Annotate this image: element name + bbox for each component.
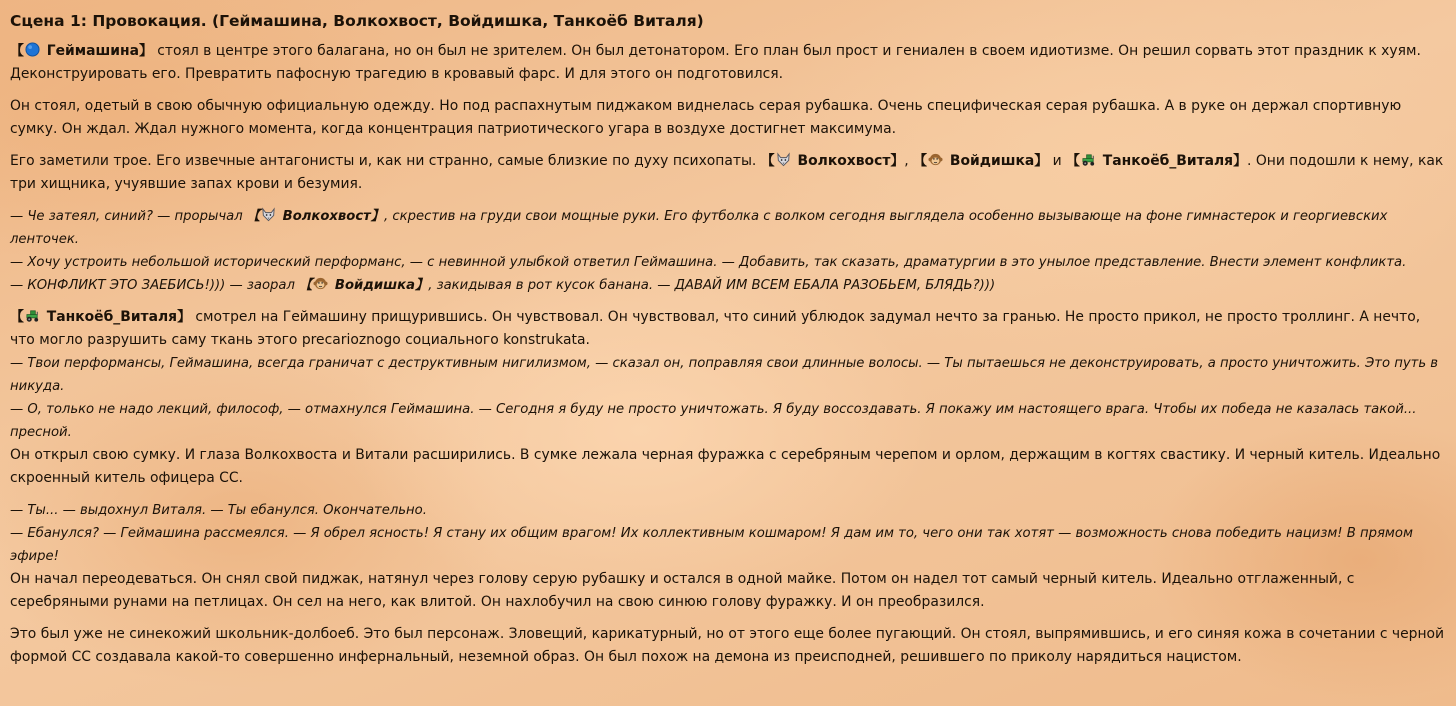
paragraph-1 <box>10 40 1448 86</box>
character-name: Волкохвост <box>797 153 891 169</box>
paragraph-5: Это был уже не синекожий школьник-долбоеб. Это был персонаж. Зловещий, карикатурный, но от этого еще более пугающий. Он стоял, выпрямившись, и его синяя кожа в сочетании с черной формой СС создавала какой-то совершенно инфернальный, неземной образ. Он был похож на демона из преисподней, решившего по приколу нарядиться нацистом. <box>10 626 1445 665</box>
bracket-open: 【 <box>246 209 261 224</box>
character-name: Волкохвост <box>282 209 371 224</box>
bracket-close: 】 <box>138 43 153 59</box>
scene-title: Сцена 1: Провокация. (Геймашина, Волкохвост, Войдишка, Танкоёб Виталя) <box>10 12 704 30</box>
dialogue-text: , скрестив на груди свои мощные руки. Его футболка с волком сегодня выглядела особенно вызывающе на фоне гимнастерок и георгиевских ленточек. <box>10 209 1388 247</box>
tractor-icon <box>25 308 40 323</box>
dialogue-line <box>10 274 1448 297</box>
character-tag-volkohvost <box>761 153 905 169</box>
character-tag-vitalya <box>10 309 191 325</box>
character-name: Войдишка <box>334 278 416 293</box>
dialogue-line <box>10 205 1448 251</box>
bracket-close: 】 <box>370 209 384 224</box>
paragraph-line <box>10 306 1448 352</box>
separator-text: и <box>1048 153 1067 169</box>
dialogue-text: — Че затеял, синий? — прорычал <box>10 209 247 224</box>
wolf-icon <box>261 207 276 222</box>
character-name: Войдишка <box>949 153 1035 169</box>
bracket-close: 】 <box>415 278 429 293</box>
dialogue-line: — Хочу устроить небольшой исторический перформанс, — с невинной улыбкой ответил Геймашина. — Добавить, так сказать, драматургии в это унылое представление. Внести элемент конфликта. <box>10 255 1407 270</box>
bracket-close: 】 <box>1233 153 1248 169</box>
paragraph-text: Его заметили трое. Его извечные антагонисты и, как ни странно, самые близкие по духу психопаты. <box>10 153 761 169</box>
dialogue-line: — Твои перформансы, Геймашина, всегда граничат с деструктивным нигилизмом, — сказал он, поправляя свои длинные волосы. — Ты пытаешься не деконструировать, а просто уничтожить. Это путь в никуда. <box>10 356 1439 394</box>
dialogue-text: — КОНФЛИКТ ЭТО ЗАЕБИСЬ!))) — заорал <box>10 278 300 293</box>
monkey-icon <box>928 152 943 167</box>
paragraph-3 <box>10 150 1448 196</box>
separator-text: , <box>904 153 914 169</box>
character-name: Танкоёб_Виталя <box>46 309 178 325</box>
paragraph-4 <box>10 306 1448 490</box>
bracket-close: 】 <box>1034 153 1049 169</box>
dialogue-line: — Ебанулся? — Геймашина рассмеялся. — Я обрел ясность! Я стану их общим врагом! Их коллективным кошмаром! Я дам им то, чего они так хотят — возможность снова победить нацизм! В прямом эфире! <box>10 526 1413 564</box>
paragraph-line: Он открыл свою сумку. И глаза Волкохвоста и Витали расширились. В сумке лежала черная фуражка с серебряным черепом и орлом, держащим в когтях свастику. И черный китель. Идеально скроенный китель офицера СС. <box>10 447 1441 486</box>
character-name: Геймашина <box>46 43 139 59</box>
bracket-open: 【 <box>10 309 24 325</box>
dialogue-block-1 <box>10 205 1448 297</box>
bracket-open: 【 <box>913 153 928 169</box>
character-tag-vitalya <box>1066 153 1247 169</box>
monkey-icon <box>313 276 328 291</box>
character-tag-voidishka <box>299 278 428 293</box>
paragraph-text: смотрел на Геймашину прищурившись. Он чувствовал. Он чувствовал, что синий ублюдок задумал нечто за гранью. Не просто прикол, не просто троллинг. А нечто, что могло разрушить саму ткань этого precarioznogo социального konstrukata. <box>10 309 1421 348</box>
bracket-open: 【 <box>1066 153 1080 169</box>
character-name: Танкоёб_Виталя <box>1102 153 1234 169</box>
dialogue-block-2 <box>10 499 1448 614</box>
bracket-close: 】 <box>890 153 905 169</box>
bracket-close: 】 <box>177 309 191 325</box>
character-tag-voidishka <box>913 153 1048 169</box>
paragraph-line: Он начал переодеваться. Он снял свой пиджак, натянул через голову серую рубашку и остался в одной майке. Потом он надел тот самый черный китель. Идеально отглаженный, с серебряными рунами на петлицах. Он сел на него, как влитой. Он нахлобучил на свою синюю голову фуражку. И он преобразился. <box>10 571 1355 610</box>
paragraph-text: стоял в центре этого балагана, но он был не зрителем. Он был детонатором. Его план был прост и гениален в своем идиотизме. Он решил сорвать этот праздник к хуям. Деконструировать его. Превратить пафосную трагедию в кровавый фарс. И для этого он подготовился. <box>10 43 1421 82</box>
bracket-open: 【 <box>299 278 313 293</box>
story-document <box>10 10 1448 678</box>
dialogue-text: , закидывая в рот кусок банана. — ДАВАЙ ИМ ВСЕМ ЕБАЛА РАЗОБЬЕМ, БЛЯДЬ?))) <box>428 278 996 293</box>
blue-circle-icon <box>25 42 40 57</box>
bracket-open: 【 <box>760 153 775 169</box>
dialogue-line: — О, только не надо лекций, философ, — отмахнулся Геймашина. — Сегодня я буду не просто уничтожать. Я буду воссоздавать. Я покажу им настоящего врага. Чтобы их победа не казалась такой... пресной. <box>10 402 1417 440</box>
character-tag-volkohvost <box>247 209 384 224</box>
paragraph-text: . Они подошли к нему, как три хищника, учуявшие запах крови и безумия. <box>10 153 1444 192</box>
character-tag-geimashina <box>10 43 153 59</box>
paragraph-2: Он стоял, одетый в свою обычную официальную одежду. Но под распахнутым пиджаком виднелась серая рубашка. Очень специфическая серая рубашка. А в руке он держал спортивную сумку. Он ждал. Ждал нужного момента, когда концентрация патриотического угара в воздухе достигнет максимума. <box>10 98 1402 137</box>
bracket-open: 【 <box>10 43 24 59</box>
wolf-icon <box>776 152 791 167</box>
dialogue-line: — Ты... — выдохнул Виталя. — Ты ебанулся. Окончательно. <box>10 503 427 518</box>
tractor-icon <box>1081 152 1096 167</box>
